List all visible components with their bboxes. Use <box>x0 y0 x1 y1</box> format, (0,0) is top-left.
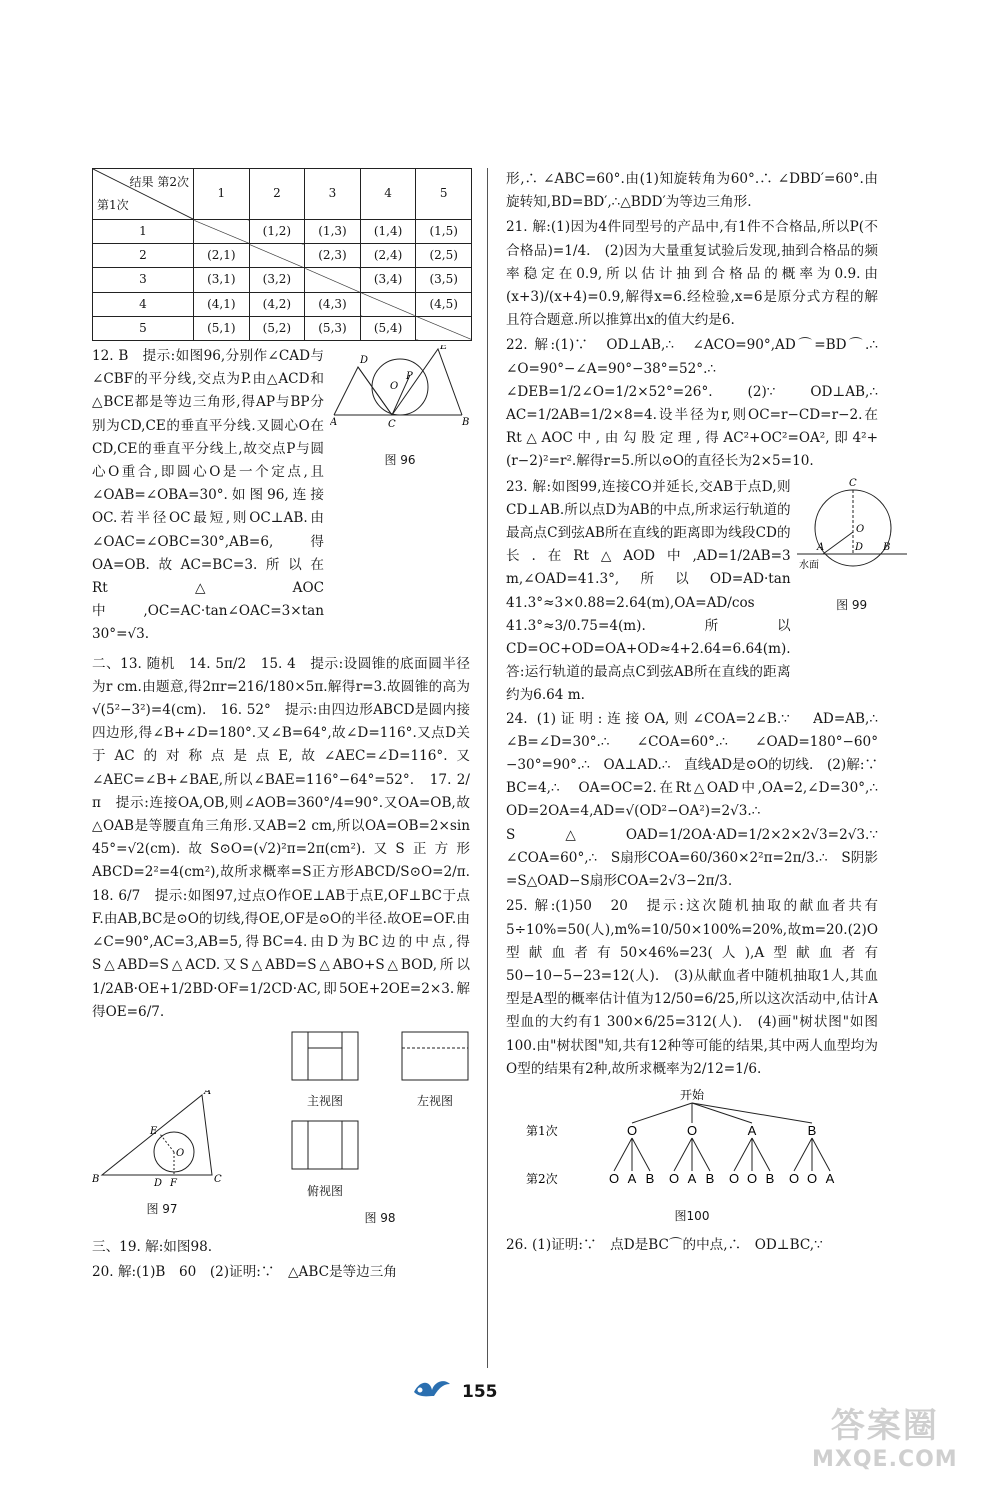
svg-text:D: D <box>154 1177 163 1189</box>
page-number: 155 <box>462 1382 498 1402</box>
svg-text:B: B <box>92 1173 100 1185</box>
q12-text: 12. B 提示:如图96,分别作∠CAD与∠CBF的平分线,交点为P.由△ACD和△BCE都是等边三角形,得AP与BP分别为CD,CE的垂直平分线.又圆心O在CD,CE的垂直平分线上,故交点P与圆心O重合,即圆心O是一个定点,且∠OAB=∠OBA=30°.如图96,连接OC.若半径OC最短,则OC⊥AB.由∠OAC=∠OBC=30°,AB=6,得OA=OB.故AC=BC=3.所以在Rt△AOC中,OC=AC·tan∠OAC=3×tan 30°=√3. <box>92 348 324 643</box>
tree-node-level2: B <box>705 1170 715 1186</box>
result-table <box>92 168 472 341</box>
q21-text: 21. 解:(1)因为4件同型号的产品中,有1件不合格品,所以P(不合格品)=1/4. (2)因为大量重复试验后发现,抽到合格品的频率稳定在0.9,所以估计抽到合格品的概率为0.9.由(x+3)/(x+4)=0.9,解得x=6.经检验,x=6是原分式方程的解且符合题意.所以推算出x的值大约是6. <box>506 219 878 329</box>
svg-text:O: O <box>390 381 399 393</box>
table-cell: (2,1) <box>194 244 250 268</box>
table-cell: (2,4) <box>360 244 416 268</box>
q20-text: 20. 解:(1)B 60 (2)证明:∵ △ABC是等边三角 <box>92 1264 397 1281</box>
tree-node-level2: A <box>687 1170 697 1186</box>
row-header: 2 <box>93 244 194 268</box>
table-cell: (4,3) <box>305 292 361 316</box>
table-row <box>93 220 472 244</box>
top-view-drawing <box>290 1119 360 1171</box>
figure-97 <box>92 1090 232 1230</box>
top-view-label: 俯视图 <box>306 1183 343 1198</box>
table-cell: (2,5) <box>416 244 472 268</box>
q23-text: 23. 解:如图99,连接CO并延长,交AB于点D,则CD⊥AB.所以点D为AB的中点,所求运行轨道的最高点C到弦AB所在直线的距离即为线段CD的长.在Rt△AOD中,AD=1/2AB=3 m,∠OAD=41.3°,所以OD=AD·tan 41.3°≈3×0.88=2.64(m),OA=AD/cos 41.3°≈3/0.75=4(m).所以CD=OC+OD=OA+OD≈4+2.64=6.64(m).答:运行轨道的最高点C到弦AB所在直线的距离约为6.64 m. <box>506 478 791 704</box>
svg-text:E: E <box>440 345 448 353</box>
row-header: 3 <box>93 268 194 292</box>
table-cell: (3,5) <box>416 268 472 292</box>
col-header: 2 <box>249 169 305 220</box>
svg-text:B: B <box>462 417 470 429</box>
table-row <box>93 316 472 340</box>
column-divider <box>487 168 488 1368</box>
q20-continued: 形,∴ ∠ABC=60°.由(1)知旋转角为60°.∴ ∠DBD′=60°.由旋转知,BD=BD′,∴△BDD′为等边三角形. <box>506 171 878 211</box>
table-cell: (3,1) <box>194 268 250 292</box>
tree-start-label: 开始 <box>679 1087 705 1102</box>
table-cell: (4,2) <box>249 292 305 316</box>
leaf-ornament-icon <box>410 1374 454 1400</box>
q23-block <box>506 476 890 708</box>
corner-bottom-label: 第1次 <box>97 197 129 212</box>
q24-text: 24. (1)证明:连接OA,则∠COA=2∠B.∵ AD=AB,∴ ∠B=∠D=30°.∴ ∠COA=60°.∴ ∠OAD=180°−60°−30°=90°.∴ OA⊥AD.∴ 直线AD是⊙O的切线. (2)解:∵ BC=4,∴ OA=OC=2.在Rt△OAD中,OA=2,∠D=30°,∴ OD=2OA=4,AD=√(OD²−OA²)=2√3.∴ S△OAD=1/2OA·AD=1/2×2×2√3=2√3.∵ ∠COA=60°,∴ S扇形COA=60/360×2²π=2π/3.∴ S阴影=S△OAD−S扇形COA=2√3−2π/3. <box>506 710 892 890</box>
watermark-line2: MXQE.COM <box>812 1447 958 1472</box>
tree-row1-label: 第1次 <box>526 1123 558 1138</box>
tree-node-level2: O <box>788 1170 800 1186</box>
figure-97-caption: 图 97 <box>146 1202 178 1217</box>
table-cell: (1,2) <box>249 220 305 244</box>
tree-node-level2: O <box>668 1170 680 1186</box>
front-view-drawing <box>290 1030 360 1082</box>
table-cell: (2,3) <box>305 244 361 268</box>
q13-18-text: 二、13. 随机 14. 5π/2 15. 4 提示:设圆锥的底面圆半径为r cm.由题意,得2πr=216/180×5π.解得r=3.故圆锥的高为√(5²−3²)=4(cm). 16. 52° 提示:由四边形ABCD是圆内接四边形,得∠B+∠D=180°.又∠B=64°,故∠D=116°.又点D关于AC的对称点是点E,故∠AEC=∠D=116°.又∠AEC=∠B+∠BAE,所以∠BAE=116°−64°=52°. 17. 2/π 提示:连接OA,OB,则∠AOB=360°/4=90°.又OA=OB,故△OAB是等腰直角三角形.又AB=2 cm,所以OA=OB=2×sin 45°=√2(cm).故S⊙O=(√2)²π=2π(cm²).又S正方形ABCD=2²=4(cm²),故所求概率=S正方形ABCD/S⊙O=2/π. 18. 6/7 提示:如图97,过点O作OE⊥AB于点E,OF⊥BC于点F.由AB,BC是⊙O的切线,得OE,OF是⊙O的半径.故OE=OF.由∠C=90°,AC=3,AB=5,得BC=4.由D为BC边的中点,得S△ABD=S△ACD.又S△ABD=S△ABO+S△BOD,所以1/2AB·OE+1/2BD·OF=1/2CD·AC,即5OE+2OE=2×3.解得OE=6/7. <box>92 655 484 1020</box>
row-header: 4 <box>93 292 194 316</box>
table-cell: (5,4) <box>360 316 416 340</box>
tree-node-level1: O <box>686 1122 698 1138</box>
figure-100-caption: 图100 <box>674 1209 710 1224</box>
figure-97-drawing <box>92 1090 232 1190</box>
col-header: 3 <box>305 169 361 220</box>
row-header: 1 <box>93 220 194 244</box>
svg-text:B: B <box>882 541 890 553</box>
watermark <box>812 1398 958 1472</box>
table-cell: (1,4) <box>360 220 416 244</box>
svg-text:F: F <box>170 1177 177 1189</box>
tree-node-level2: O <box>806 1170 818 1186</box>
q19-text: 三、19. 解:如图98. <box>92 1238 213 1255</box>
svg-text:E: E <box>150 1125 158 1137</box>
figures-97-98 <box>92 1030 470 1230</box>
left-column <box>92 168 484 1286</box>
table-cell <box>305 268 361 292</box>
svg-text:C: C <box>388 419 396 431</box>
svg-text:A: A <box>330 417 338 429</box>
watermark-line1: 答案圈 <box>830 1406 939 1446</box>
water-label: 水面 <box>798 559 819 571</box>
tree-node-level1: B <box>807 1122 817 1138</box>
front-view-label: 主视图 <box>306 1094 343 1109</box>
figure-99 <box>797 476 907 617</box>
table-cell: (5,1) <box>194 316 250 340</box>
svg-text:P: P <box>406 371 413 383</box>
table-cell <box>416 316 472 340</box>
table-cell <box>360 292 416 316</box>
tree-node-level1: A <box>747 1122 757 1138</box>
table-cell: (4,1) <box>194 292 250 316</box>
q25-text: 25. 解:(1)50 20 提示:这次随机抽取的献血者共有5÷10%=50(人),m%=10/50×100%=20%,故m=20.(2)O型献血者有50×46%=23(人),A型献血者有50−10−5−23=12(人). (3)从献血者中随机抽取1人,其血型是A型的概率估计值为12/50=6/25,所以这次活动中,估计A型血的大约有1 300×6/25=312(人). (4)画"树状图"如图100.由"树状图"知,共有12种等可能的结果,其中两人血型均为O型的结果有2种,故所求概率为2/12=1/6. <box>506 898 878 1077</box>
svg-text:C: C <box>214 1173 222 1185</box>
svg-text:O: O <box>176 1147 185 1159</box>
table-cell: (1,5) <box>416 220 472 244</box>
tree-node-level2: O <box>746 1170 758 1186</box>
tree-node-level2: B <box>645 1170 655 1186</box>
figure-100 <box>506 1087 878 1228</box>
svg-text:C: C <box>848 477 857 489</box>
q22-text: 22. 解:(1)∵ OD⊥AB,∴ ∠ACO=90°,AD⌒=BD⌒.∴ ∠O=90°−∠A=90°−38°=52°.∴ ∠DEB=1/2∠O=1/2×52°=26°. (2)∵ OD⊥AB,∴ AC=1/2AB=1/2×8=4.设半径为r,则OC=r−CD=r−2.在Rt△AOC中,由勾股定理,得AC²+OC²=OA²,即4²+(r−2)²=r².解得r=5.所以⊙O的直径长为2×5=10. <box>506 337 892 470</box>
right-column <box>506 168 892 1260</box>
table-cell: (3,4) <box>360 268 416 292</box>
tree-node-level2: A <box>627 1170 637 1186</box>
figure-96-drawing <box>330 345 470 441</box>
svg-text:A: A <box>816 541 824 553</box>
q12-block <box>92 345 470 647</box>
svg-text:A: A <box>204 1089 212 1097</box>
q26-text: 26. (1)证明:∵ 点D是BC⌒的中点,∴ OD⊥BC,∵ <box>506 1237 823 1254</box>
tree-node-level2: B <box>765 1170 775 1186</box>
left-view-label: 左视图 <box>416 1094 453 1109</box>
corner-top-label: 结果 第2次 <box>129 175 189 189</box>
table-corner-cell <box>93 169 194 220</box>
row-header: 5 <box>93 316 194 340</box>
tree-node-level2: O <box>608 1170 620 1186</box>
table-cell: (1,3) <box>305 220 361 244</box>
col-header: 5 <box>416 169 472 220</box>
tree-node-level2: A <box>825 1170 835 1186</box>
figure-100-tree <box>522 1087 862 1197</box>
table-cell: (5,2) <box>249 316 305 340</box>
table-row <box>93 268 472 292</box>
figure-96 <box>330 345 470 472</box>
left-view-drawing <box>400 1030 470 1082</box>
table-cell: (5,3) <box>305 316 361 340</box>
figure-98-caption: 图 98 <box>364 1210 396 1225</box>
tree-node-level2: O <box>728 1170 740 1186</box>
svg-text:O: O <box>855 523 864 535</box>
col-header: 4 <box>360 169 416 220</box>
figure-99-drawing <box>797 476 907 586</box>
table-cell: (4,5) <box>416 292 472 316</box>
table-cell <box>194 220 250 244</box>
figure-96-caption: 图 96 <box>384 453 416 468</box>
table-row <box>93 292 472 316</box>
tree-node-level1: O <box>626 1122 638 1138</box>
table-row <box>93 244 472 268</box>
svg-text:D: D <box>360 355 369 367</box>
table-cell <box>249 244 305 268</box>
figure-99-caption: 图 99 <box>836 597 868 612</box>
tree-row2-label: 第2次 <box>526 1171 558 1186</box>
figure-98 <box>290 1030 470 1230</box>
col-header: 1 <box>194 169 250 220</box>
table-cell: (3,2) <box>249 268 305 292</box>
svg-text:D: D <box>854 541 863 553</box>
